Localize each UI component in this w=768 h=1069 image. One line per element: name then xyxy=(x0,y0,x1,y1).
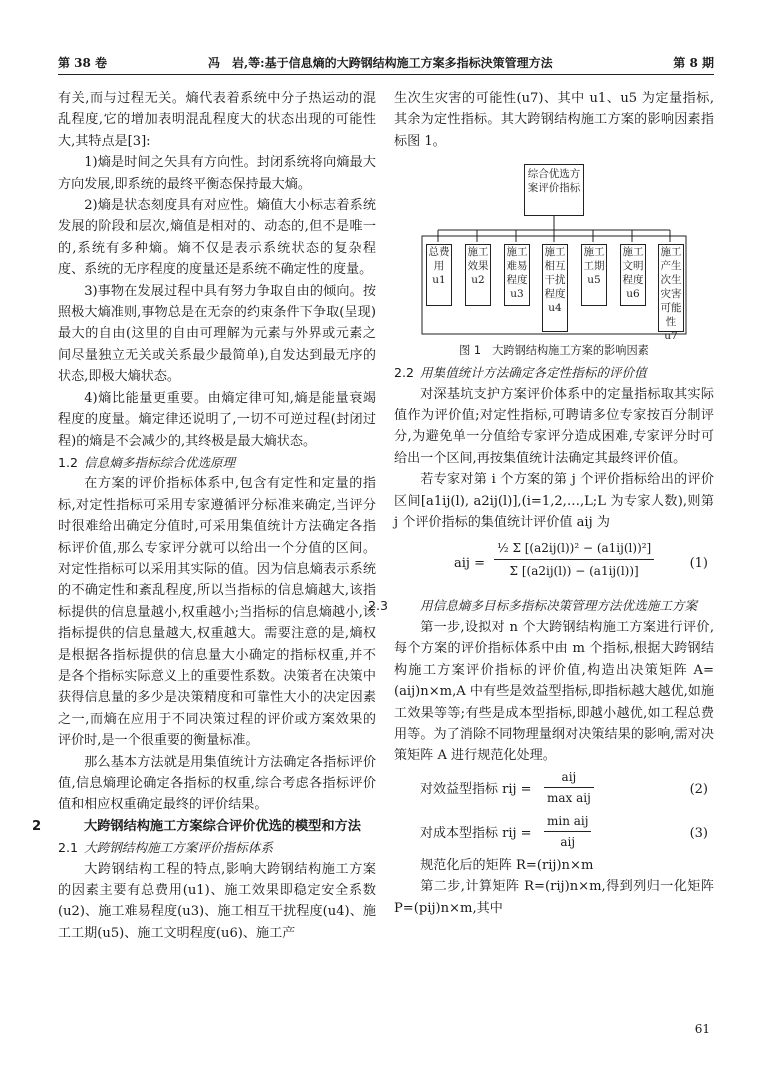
paragraph: 有关,而与过程无关。熵代表着系统中分子热运动的混乱程度,它的增加表明混乱程度大的状态出现的可能性大,其特点是[3]: xyxy=(58,91,376,149)
equation-1: aij = $\frac{\text{½ Σ [(a2ij(l))² − (a1ij(l))²]}}{\Sigma [(a2ij(l)) - (a1ij(l))]}$ (1) xyxy=(394,537,714,591)
diagram-node-u7: 施工产生次生灾害可能性 u7 xyxy=(658,244,684,332)
equation-1-fraction: $\frac{\text{½ Σ [(a2ij(l))² − (a1ij(l))²]}}{\Sigma [(a2ij(l)) - (a1ij(l))]}$ xyxy=(494,537,654,582)
page-number: 61 xyxy=(694,1022,710,1036)
diagram-node-u1: 总费用 u1 xyxy=(426,244,452,306)
paragraph: 对深基坑支护方案评价体系中的定量指标取其实际值作为评价值;对定性指标,可聘请多位专家按百分制评分,为避免单一分值给专家评分造成困难,专家评分时可给出一个区间,再按集值统计法确定其最终评价值。 xyxy=(394,386,714,466)
paragraph: 第二步,计算矩阵 R=(rij)n×m,得到列归一化矩阵 P=(pij)n×m,其中 xyxy=(394,879,714,916)
equation-3-fraction: min aij aij xyxy=(544,811,591,852)
header-title: 冯 岩,等:基于信息熵的大跨钢结构施工方案多指标決策管理方法 xyxy=(208,56,553,70)
paragraph: 4)熵比能量更重要。由熵定律可知,熵是能量衰竭程度的度量。熵定律还说明了,一切不可逆过程(封闭过程)的熵是不会减少的,其终极是最大熵状态。 xyxy=(58,390,376,449)
section-heading-2: 2 大跨钢结构施工方案综合评价优选的模型和方法 xyxy=(32,818,361,834)
paragraph: 若专家对第 i 个方案的第 j 个评价指标给出的评价区间[a1ij(l), a2ij(l)],(i=1,2,…,L;L 为专家人数),则第 j 个评价指标的集值统计评价值 aij 为 xyxy=(394,472,714,531)
diagram-node-u4: 施工相互干扰程度 u4 xyxy=(542,244,568,332)
diagram-node-u5: 施工工期 u5 xyxy=(581,244,607,306)
equation-number: (2) xyxy=(689,781,708,797)
left-column xyxy=(32,88,376,944)
diagram-node-u2: 施工效果 u2 xyxy=(465,244,491,306)
paragraph: 3)事物在发展过程中具有努力争取自由的倾向。按照极大熵准则,事物总是在无奈的约束条件下争取(呈现)最大的自由(这里的自由可理解为元素与外界或元素之间尽量独立无关或关系最少最简单),自发达到最无序的状态,即极大熵状态。 xyxy=(58,283,376,385)
section-heading-2-1: 2.1 大跨钢结构施工方案评价指标体系 xyxy=(58,840,273,856)
figure-1-diagram xyxy=(394,152,714,362)
paragraph: 第一步,设拟对 n 个大跨钢结构施工方案进行评价,每个方案的评价指标体系中由 m 个指标,根据大跨钢结构施工方案评价指标的评价值,构造出决策矩阵 A=(aij)n×m,A 中有些是效益型指标,即指标越大越优,如施工效果等等;有些是成本型指标,即越小越优,如工程总费用等。为了消除不同物理量纲对决策结果的影响,需对决策矩阵 A 进行规范化处理。 xyxy=(394,619,714,764)
diagram-root-node: 综合优选方案评价指标 xyxy=(524,164,584,216)
paragraph: 在方案的评价指标体系中,包含有定性和定量的指标,对定性指标可采用专家遵循评分标准来确定,当评分时很难给出确定分值时,可采用集值统计方法确定各指标评价值,那么专家评分就可以给出一个分值的区间。对定性指标可以采用其实际的值。因为信息熵表示系统的不确定性和紊乱程度,所以当指标的信息熵越大,该指标提供的信息量越小,权重越小;当指标的信息熵越小,该指标提供的信息量越大,权重越大。需要注意的是,熵权是根据各指标提供的信息量大小确定的指标权重,并不是各个指标实际意义上的重要性系数。决策者在决策中获得信息量的多少是决策精度和可靠性大小的决定因素之一,而熵在应用于不同决策过程的评价或方案效果的评价时,是一个很重要的衡量标准。 xyxy=(58,476,376,749)
equation-3: 对成本型指标 rij = min aij aij (3) xyxy=(394,811,714,855)
equation-2-fraction: aij max aij xyxy=(544,767,594,808)
right-column xyxy=(368,88,714,919)
section-heading-2-3: 2.3 用信息熵多目标多指标决策管理方法优选施工方案 xyxy=(368,598,698,614)
issue-label: 第 8 期 xyxy=(673,56,714,70)
figure-caption: 图 1 大跨钢结构施工方案的影响因素 xyxy=(459,344,649,358)
paragraph: 2)熵是状态刻度具有对应性。熵值大小标志着系统发展的阶段和层次,熵值是相对的、动态的,但不是唯一的,系统有多种熵。熵不仅是表示系统状态的复杂程度、系统的无序程度的度量还是系统不确定性的度量。 xyxy=(58,198,376,278)
diagram-node-u6: 施工文明程度 u6 xyxy=(620,244,646,306)
paragraph: 生次生灾害的可能性(u7)、其中 u1、u5 为定量指标,其余为定性指标。其大跨钢结构施工方案的影响因素指标图 1。 xyxy=(394,91,714,149)
equation-2: 对效益型指标 rij = aij max aij (2) xyxy=(394,767,714,811)
equation-number: (3) xyxy=(689,825,708,841)
diagram-node-u3: 施工难易程度 u3 xyxy=(504,244,530,306)
paragraph: 那么基本方法就是用集值统计方法确定各指标评价值,信息熵理论确定各指标的权重,综合考虑各指标评价值和相应权重确定最终的评价结果。 xyxy=(58,754,376,813)
paragraph: 规范化后的矩阵 R=(rij)n×m xyxy=(420,857,594,873)
volume-label: 第 38 卷 xyxy=(58,56,108,70)
paragraph: 1)熵是时间之矢具有方向性。封闭系统将向熵最大方向发展,即系统的最终平衡态保持最大熵。 xyxy=(58,155,376,192)
paragraph: 大跨钢结构工程的特点,影响大跨钢结构施工方案的因素主要有总费用(u1)、施工效果即稳定安全系数(u2)、施工难易程度(u3)、施工相互干扰程度(u4)、施工工期(u5)、施工文明程度(u6)、施工产 xyxy=(58,861,376,941)
equation-number: (1) xyxy=(689,556,708,572)
section-heading-2-2: 2.2 用集值统计方法确定各定性指标的评价值 xyxy=(394,365,647,381)
running-header xyxy=(58,52,714,75)
section-heading-1-2: 1.2 信息熵多指标综合优选原理 xyxy=(58,454,236,470)
